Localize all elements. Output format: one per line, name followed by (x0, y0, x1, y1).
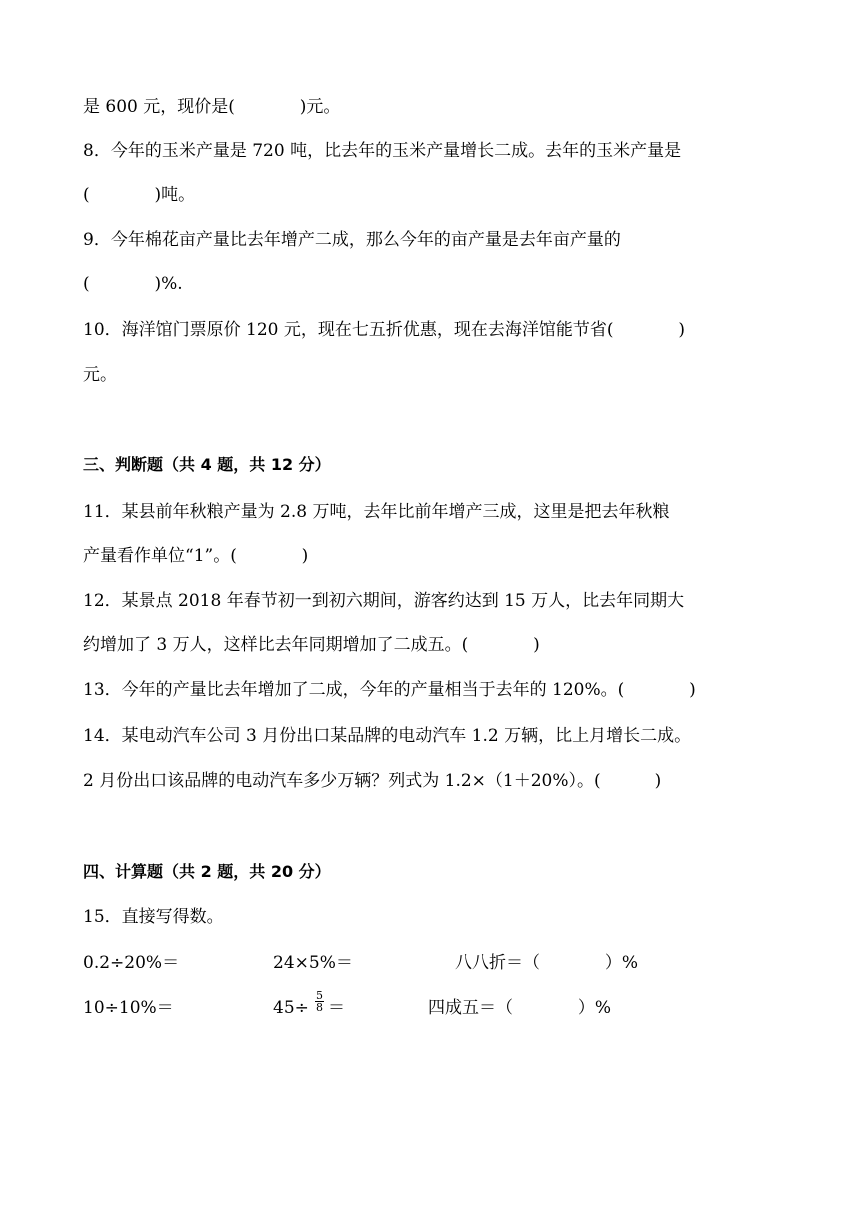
question-10: 10．海洋馆门票原价 120 元，现在七五折优惠，现在去海洋馆能节省( ) (83, 320, 685, 340)
section-heading-calculation: 四、计算题（共 2 题，共 20 分） (83, 862, 331, 881)
text-line: 产量看作单位“1”。( ) (83, 546, 309, 566)
text-line: 元。 (83, 365, 117, 385)
calc-item: 八八折＝（ ）% (455, 953, 638, 973)
section-heading-judgment: 三、判断题（共 4 题，共 12 分） (83, 455, 331, 474)
calc-item: 四成五＝（ ）% (428, 998, 611, 1018)
calc-item: 24×5%＝ (273, 953, 353, 973)
text-line: 是 600 元，现价是( )元。 (83, 97, 341, 117)
question-12: 12．某景点 2018 年春节初一到初六期间，游客约达到 15 万人，比去年同期大 (83, 591, 685, 611)
calc-item: 10÷10%＝ (83, 998, 174, 1018)
question-11: 11．某县前年秋粮产量为 2.8 万吨，去年比前年增产三成，这里是把去年秋粮 (83, 502, 670, 522)
calc-item: 0.2÷20%＝ (83, 953, 180, 973)
question-14: 14．某电动汽车公司 3 月份出口某品牌的电动汽车 1.2 万辆，比上月增长二成。 (83, 726, 692, 746)
text-line: ( )%. (83, 274, 183, 294)
fraction (315, 990, 324, 1013)
question-9: 9．今年棉花亩产量比去年增产二成，那么今年的亩产量是去年亩产量的 (83, 230, 621, 250)
text-line: ( )吨。 (83, 185, 196, 205)
text-line: 2 月份出口该品牌的电动汽车多少万辆？列式为 1.2×（1＋20%）。( ) (83, 771, 662, 791)
question-15: 15．直接写得数。 (83, 907, 224, 927)
text-line: 约增加了 3 万人，这样比去年同期增加了二成五。( ) (83, 635, 540, 655)
question-8: 8．今年的玉米产量是 720 吨，比去年的玉米产量增长二成。去年的玉米产量是 (83, 141, 682, 161)
fraction-denominator: 8 (316, 1001, 323, 1014)
calc-item-suffix: ＝ (328, 998, 345, 1018)
calc-item-prefix: 45÷ (273, 998, 309, 1018)
fraction-numerator: 5 (316, 989, 323, 1002)
question-13: 13．今年的产量比去年增加了二成，今年的产量相当于去年的 120%。( ) (83, 680, 696, 700)
